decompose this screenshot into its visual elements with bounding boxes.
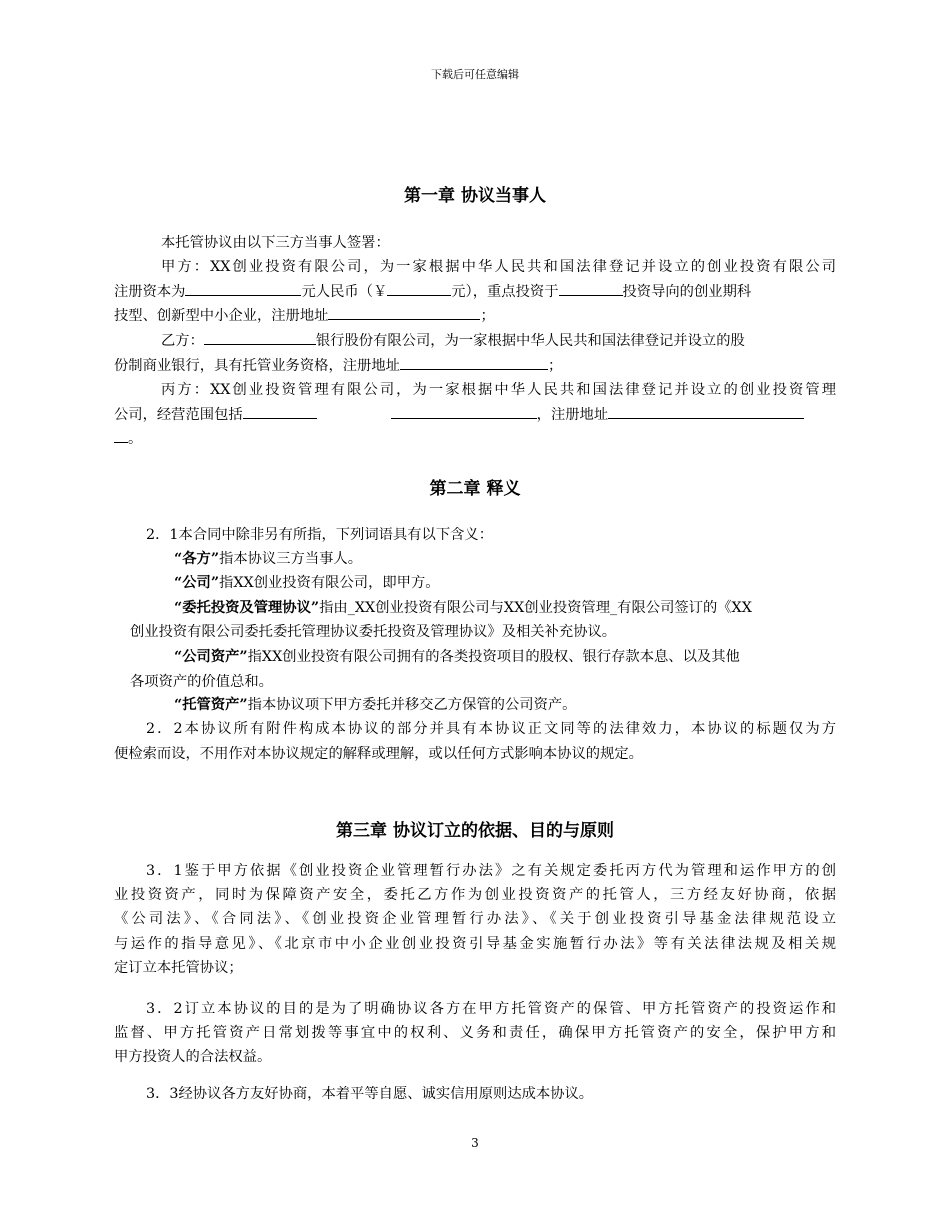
clause-2-2: 2．2本协议所有附件构成本协议的部分并具有本协议正文同等的法律效力，本协议的标题仅为方 (146, 721, 836, 737)
definition-custody-assets: “托管资产”指本协议项下甲方委托并移交乙方保管的公司资产。 (174, 697, 577, 713)
investment-focus-blank (559, 281, 623, 296)
party-c-address-blank-cont (114, 428, 128, 443)
party-b-address-blank (400, 355, 548, 370)
party-a-line-3: 技型、创新型中小企业，注册地址 ； (114, 305, 836, 327)
clause-3-1-line-2: 业投资资产，同时为保障资产安全，委托乙方作为创业投资资产的托管人，三方经友好协商，依据 (114, 887, 836, 903)
clause-3-1-line-3: 《公司法》、《合同法》、《创业投资企业管理暂行办法》、《关于创业投资引导基金法律规范设立 (114, 911, 836, 927)
party-c-line-3: 。 (114, 428, 836, 450)
chapter-2-title: 第二章 释义 (429, 479, 521, 499)
business-scope-blank-2 (391, 404, 537, 419)
registered-capital-blank (185, 281, 301, 296)
definition-company-assets: “公司资产”指XX创业投资有限公司拥有的各类投资项目的股权、银行存款本息、以及其他 (174, 649, 740, 665)
clause-3-1-line-1: 3．1鉴于甲方依据《创业投资企业管理暂行办法》之有关规定委托丙方代为管理和运作甲方的创 (146, 863, 836, 879)
definition-management-agreement: “委托投资及管理协议”指由_XX创业投资有限公司与XX创业投资管理_有限公司签订的《XX (174, 600, 752, 616)
party-a-address-blank (328, 305, 480, 320)
definition-company-assets-cont: 各项资产的价值总和。 (130, 674, 273, 690)
clause-3-2-line-3: 甲方投资人的合法权益。 (114, 1049, 272, 1065)
definition-company: “公司”指XX创业投资有限公司，即甲方。 (174, 575, 440, 591)
party-a-line-2: 注册资本为 元人民币（￥ 元），重点投资于 投资导向的创业期科 (114, 281, 836, 303)
party-c-address-blank (608, 404, 804, 419)
definition-management-agreement-cont: 创业投资有限公司委托委托管理协议委托投资及管理协议》及相关补充协议。 (130, 624, 617, 640)
page-header: 下载后可任意编辑 (431, 68, 519, 81)
party-b-line-1: 乙方： 银行股份有限公司，为一家根据中华人民共和国法律登记并设立的股 (114, 330, 836, 352)
capital-amount-blank (387, 281, 451, 296)
definition-parties: “各方”指本协议三方当事人。 (174, 551, 363, 567)
page-number: 3 (471, 1136, 479, 1150)
chapter-3-title: 第三章 协议订立的依据、目的与原则 (336, 821, 614, 841)
clause-2-2-cont: 便检索而设，不用作对本协议规定的解释或理解，或以任何方式影响本协议的规定。 (114, 746, 643, 762)
party-c-line-2: 公司，经营范围包括 ，注册地址 (114, 404, 836, 426)
clause-3-2-line-1: 3．2订立本协议的目的是为了明确协议各方在甲方托管资产的保管、甲方托管资产的投资运作和 (146, 1001, 836, 1017)
party-b-line-2: 份制商业银行，具有托管业务资格，注册地址 ； (114, 355, 836, 377)
bank-name-blank (204, 330, 316, 345)
clause-3-3: 3．3经协议各方友好协商，本着平等自愿、诚实信用原则达成本协议。 (146, 1086, 594, 1102)
clause-3-2-line-2: 监督、甲方托管资产日常划拨等事宜中的权利、义务和责任，确保甲方托管资产的安全，保护甲方和 (114, 1025, 836, 1041)
clause-3-1-line-4: 与运作的指导意见》、《北京市中小企业创业投资引导基金实施暂行办法》等有关法律法规及相关规 (114, 936, 836, 952)
chapter-1-title: 第一章 协议当事人 (404, 186, 546, 206)
clause-2-1: 2．1本合同中除非另有所指，下列词语具有以下含义： (146, 527, 494, 543)
party-a-line-1: 甲方：XX创业投资有限公司，为一家根据中华人民共和国法律登记并设立的创业投资有限公司 (161, 259, 836, 275)
chapter-1-intro: 本托管协议由以下三方当事人签署： (161, 235, 390, 251)
party-c-line-1: 丙方：XX创业投资管理有限公司，为一家根据中华人民共和国法律登记并设立的创业投资管理 (161, 382, 836, 398)
clause-3-1-line-5: 定订立本托管协议； (114, 960, 243, 976)
business-scope-blank-1 (243, 404, 317, 419)
